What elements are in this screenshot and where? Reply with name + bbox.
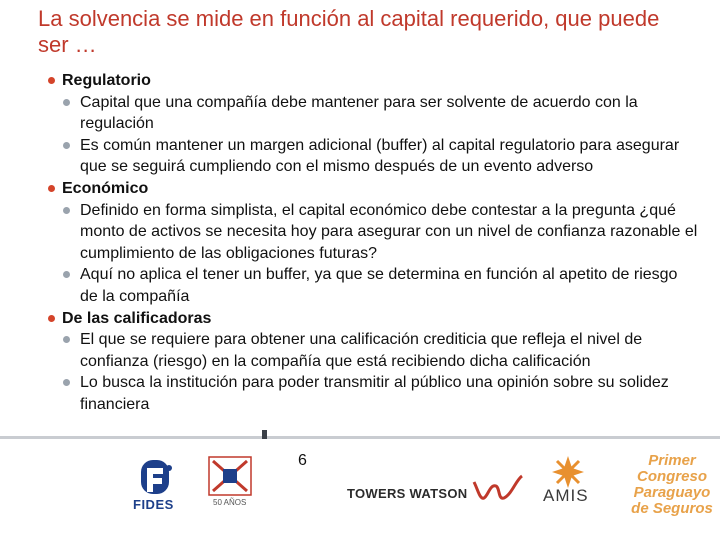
bullet-item [38, 372, 698, 415]
bullet-dot-icon [63, 379, 70, 386]
bullet-item [38, 329, 698, 372]
footer-divider-accent [262, 430, 267, 439]
congreso-line: Paraguayo [633, 484, 711, 501]
bullet-dot-icon [63, 142, 70, 149]
congreso-line: Primer [648, 452, 696, 469]
bullet-text: De las calificadoras [62, 309, 212, 327]
amis-label: AMIS [543, 486, 589, 505]
footer-divider [0, 436, 720, 439]
bullet-item [38, 264, 698, 307]
slide-title: La solvencia se mide en función al capital requerido, que puede ser … [38, 6, 660, 57]
congreso-line: Congreso [636, 468, 707, 485]
bullet-list [38, 70, 698, 416]
bullet-item [38, 92, 698, 135]
bullet-dot-icon [48, 77, 55, 84]
bullet-text: Definido en forma simplista, el capital económico debe contestar a la pregunta ¿qué monto de activos se necesita hoy para asegurar con un nivel de confianza razonable el cumplimiento de las obligaciones futuras? [80, 201, 698, 262]
bullet-text: Económico [62, 179, 149, 197]
bullet-dot-icon [63, 336, 70, 343]
bullet-text: Aquí no aplica el tener un buffer, ya que se determina en función al apetito de riesgo de la compañía [80, 266, 678, 305]
bullet-dot-icon [48, 315, 55, 322]
towers-watson-label: TOWERS WATSON [347, 486, 468, 501]
bullet-text: Lo busca la institución para poder transmitir al público una opinión sobre su solidez financiera [80, 374, 669, 413]
bullet-dot-icon [48, 185, 55, 192]
50-anos-label: 50 AÑOS [213, 498, 247, 507]
fides-label: FIDES [133, 497, 174, 512]
bullet-text: Es común mantener un margen adicional (buffer) al capital regulatorio para asegurar que se seguirá cumpliendo con el mismo después de un evento adverso [80, 136, 680, 176]
bullet-text: Regulatorio [62, 72, 151, 89]
congreso-logo-text [630, 453, 714, 517]
towers-watson-w-icon [470, 470, 525, 510]
bullet-dot-icon [63, 207, 70, 214]
bullet-text: Capital que una compañía debe mantener para ser solvente de acuerdo con la regulación [80, 93, 638, 133]
bullet-heading [38, 70, 698, 92]
bullet-heading [38, 178, 698, 200]
bullet-item [38, 200, 698, 265]
congreso-line: de Seguros [631, 500, 713, 517]
bullet-text: El que se requiere para obtener una calificación crediticia que refleja el nivel de confianza (riesgo) en la compañía que está recibiendo dicha calificación [80, 331, 643, 370]
page-number: 6 [298, 452, 307, 469]
bullet-dot-icon [63, 271, 70, 278]
bullet-heading [38, 308, 698, 330]
bullet-item [38, 135, 698, 178]
bullet-dot-icon [63, 99, 70, 106]
